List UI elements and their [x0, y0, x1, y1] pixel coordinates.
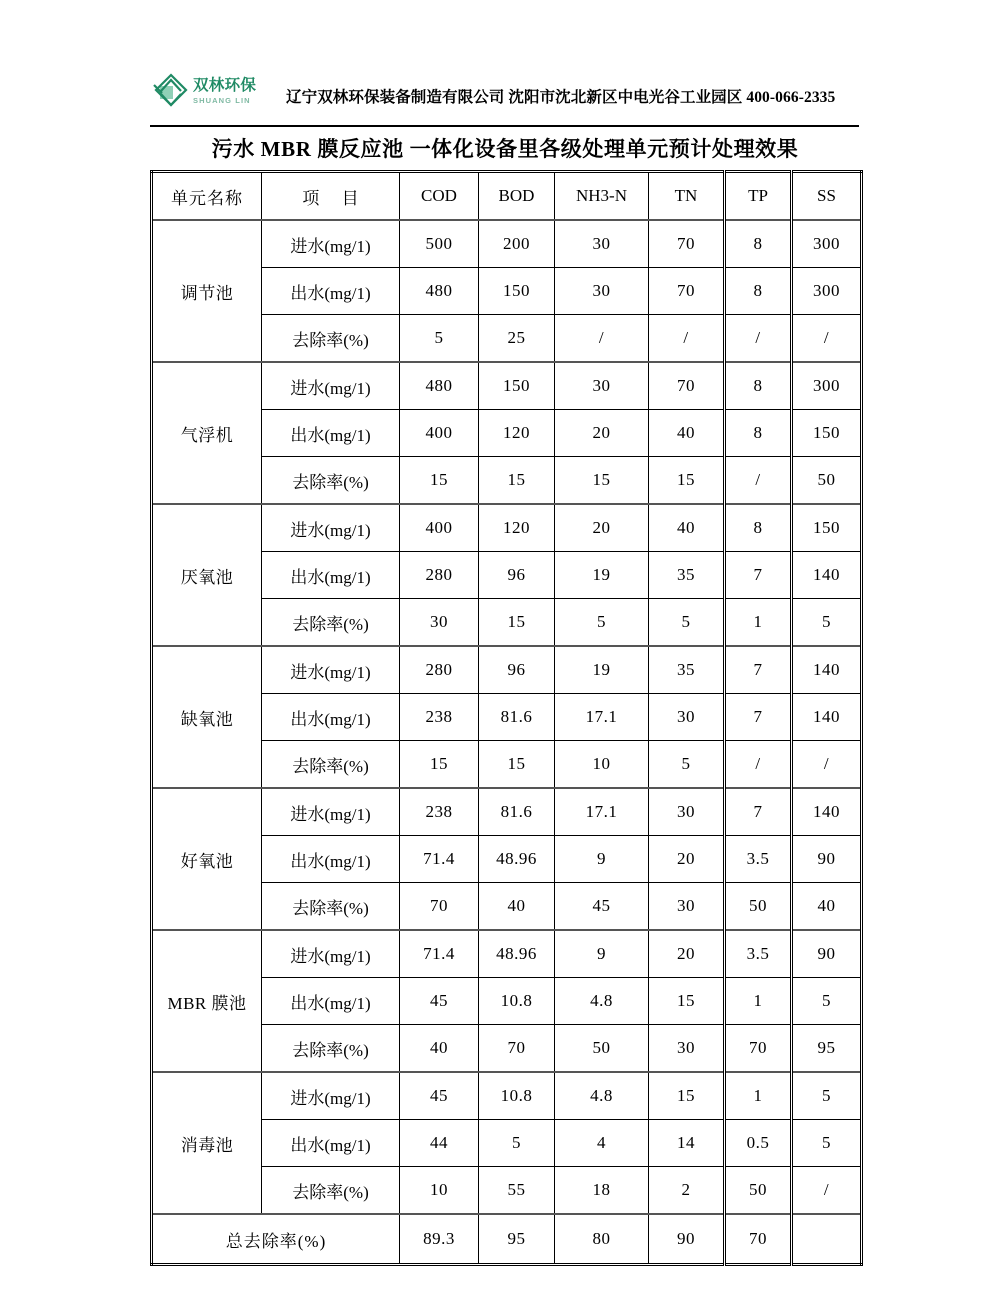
item-label-cell: 去除率(%): [262, 315, 400, 363]
total-value-cell: 70: [725, 1214, 792, 1265]
value-cell: 50: [725, 883, 792, 931]
value-cell: 140: [792, 694, 862, 741]
value-cell: 20: [555, 504, 649, 552]
value-cell: 15: [555, 457, 649, 505]
table-header-row: [152, 172, 862, 221]
value-cell: 81.6: [479, 788, 555, 836]
item-label-cell: 出水(mg/1): [262, 410, 400, 457]
value-cell: 2: [649, 1167, 725, 1215]
header-ss: SS: [792, 172, 862, 221]
total-value-cell: 90: [649, 1214, 725, 1265]
effect-table-container: [150, 170, 860, 1266]
value-cell: 30: [649, 883, 725, 931]
value-cell: 8: [725, 220, 792, 268]
value-cell: 15: [400, 741, 479, 789]
item-label-cell: 进水(mg/1): [262, 504, 400, 552]
value-cell: 35: [649, 646, 725, 694]
value-cell: 40: [649, 410, 725, 457]
value-cell: 50: [555, 1025, 649, 1073]
value-cell: /: [792, 315, 862, 363]
value-cell: 14: [649, 1120, 725, 1167]
value-cell: 7: [725, 552, 792, 599]
value-cell: 5: [792, 599, 862, 647]
value-cell: 30: [649, 1025, 725, 1073]
header-cod: COD: [400, 172, 479, 221]
value-cell: 5: [555, 599, 649, 647]
value-cell: 120: [479, 410, 555, 457]
value-cell: 70: [725, 1025, 792, 1073]
value-cell: 300: [792, 268, 862, 315]
value-cell: 45: [400, 1072, 479, 1120]
item-label-cell: 出水(mg/1): [262, 978, 400, 1025]
unit-name-cell: 厌氧池: [152, 504, 262, 646]
value-cell: 30: [649, 694, 725, 741]
unit-name-cell: MBR 膜池: [152, 930, 262, 1072]
value-cell: 8: [725, 362, 792, 410]
value-cell: 30: [555, 220, 649, 268]
document-title: 污水 MBR 膜反应池 一体化设备里各级处理单元预计处理效果: [211, 137, 799, 161]
table-row: [152, 930, 862, 978]
item-label-cell: 去除率(%): [262, 883, 400, 931]
value-cell: 7: [725, 788, 792, 836]
item-label-cell: 出水(mg/1): [262, 552, 400, 599]
item-label-cell: 进水(mg/1): [262, 1072, 400, 1120]
value-cell: 15: [649, 978, 725, 1025]
item-label-cell: 去除率(%): [262, 1167, 400, 1215]
value-cell: 40: [400, 1025, 479, 1073]
value-cell: 1: [725, 1072, 792, 1120]
value-cell: 19: [555, 552, 649, 599]
value-cell: 400: [400, 410, 479, 457]
value-cell: 30: [555, 362, 649, 410]
letterhead: [150, 62, 860, 120]
value-cell: 48.96: [479, 836, 555, 883]
value-cell: 150: [792, 504, 862, 552]
item-label-cell: 进水(mg/1): [262, 220, 400, 268]
logo-name-en: SHUANG LIN: [193, 95, 251, 105]
value-cell: 70: [649, 268, 725, 315]
value-cell: 71.4: [400, 930, 479, 978]
value-cell: 1: [725, 599, 792, 647]
table-body: [152, 220, 862, 1265]
value-cell: 15: [479, 599, 555, 647]
total-value-cell: 95: [479, 1214, 555, 1265]
value-cell: /: [725, 457, 792, 505]
header-unit-name: 单元名称: [152, 172, 262, 221]
value-cell: 10.8: [479, 1072, 555, 1120]
value-cell: 96: [479, 552, 555, 599]
value-cell: 5: [792, 978, 862, 1025]
value-cell: 55: [479, 1167, 555, 1215]
value-cell: 17.1: [555, 788, 649, 836]
value-cell: 20: [649, 930, 725, 978]
value-cell: 70: [400, 883, 479, 931]
value-cell: 3.5: [725, 930, 792, 978]
value-cell: 5: [792, 1072, 862, 1120]
value-cell: 4.8: [555, 978, 649, 1025]
value-cell: 20: [555, 410, 649, 457]
value-cell: 140: [792, 552, 862, 599]
value-cell: 480: [400, 268, 479, 315]
item-label-cell: 进水(mg/1): [262, 930, 400, 978]
unit-name-cell: 缺氧池: [152, 646, 262, 788]
value-cell: 8: [725, 268, 792, 315]
value-cell: 15: [400, 457, 479, 505]
value-cell: /: [792, 741, 862, 789]
value-cell: 10: [555, 741, 649, 789]
value-cell: 15: [479, 457, 555, 505]
unit-name-cell: 好氧池: [152, 788, 262, 930]
value-cell: 90: [792, 836, 862, 883]
total-value-cell: 89.3: [400, 1214, 479, 1265]
total-value-cell: 80: [555, 1214, 649, 1265]
value-cell: 30: [649, 788, 725, 836]
value-cell: 7: [725, 694, 792, 741]
total-value-cell: [792, 1214, 862, 1265]
unit-name-cell: 消毒池: [152, 1072, 262, 1214]
value-cell: /: [555, 315, 649, 363]
value-cell: 20: [649, 836, 725, 883]
item-label-cell: 去除率(%): [262, 741, 400, 789]
header-bod: BOD: [479, 172, 555, 221]
value-cell: 35: [649, 552, 725, 599]
value-cell: 300: [792, 220, 862, 268]
value-cell: 18: [555, 1167, 649, 1215]
value-cell: 50: [725, 1167, 792, 1215]
total-removal-label: 总去除率(%): [152, 1214, 400, 1265]
company-logo: [150, 65, 268, 117]
diamond-leaf-logo-icon: [150, 69, 192, 113]
value-cell: 0.5: [725, 1120, 792, 1167]
value-cell: 45: [555, 883, 649, 931]
value-cell: 90: [792, 930, 862, 978]
item-label-cell: 出水(mg/1): [262, 836, 400, 883]
value-cell: 150: [479, 362, 555, 410]
value-cell: 120: [479, 504, 555, 552]
item-label-cell: 出水(mg/1): [262, 268, 400, 315]
item-label-cell: 出水(mg/1): [262, 1120, 400, 1167]
value-cell: 10.8: [479, 978, 555, 1025]
value-cell: 140: [792, 646, 862, 694]
item-label-cell: 去除率(%): [262, 457, 400, 505]
logo-wordmark: [193, 78, 256, 104]
table-row: [152, 220, 862, 268]
company-info-line: 辽宁双林环保装备制造有限公司 沈阳市沈北新区中电光谷工业园区 400-066-2335: [286, 89, 836, 106]
value-cell: 480: [400, 362, 479, 410]
value-cell: 8: [725, 504, 792, 552]
value-cell: 70: [649, 362, 725, 410]
table-row: [152, 788, 862, 836]
value-cell: 71.4: [400, 836, 479, 883]
value-cell: 95: [792, 1025, 862, 1073]
value-cell: 400: [400, 504, 479, 552]
value-cell: 30: [555, 268, 649, 315]
value-cell: 8: [725, 410, 792, 457]
value-cell: /: [725, 741, 792, 789]
value-cell: 280: [400, 552, 479, 599]
value-cell: 4: [555, 1120, 649, 1167]
value-cell: 4.8: [555, 1072, 649, 1120]
header-nh3n: NH3-N: [555, 172, 649, 221]
value-cell: 48.96: [479, 930, 555, 978]
value-cell: 300: [792, 362, 862, 410]
value-cell: 5: [649, 599, 725, 647]
value-cell: 7: [725, 646, 792, 694]
value-cell: 150: [479, 268, 555, 315]
value-cell: 17.1: [555, 694, 649, 741]
value-cell: 9: [555, 836, 649, 883]
table-row: [152, 646, 862, 694]
value-cell: 5: [792, 1120, 862, 1167]
treatment-effect-table: [150, 170, 863, 1266]
value-cell: /: [725, 315, 792, 363]
value-cell: 25: [479, 315, 555, 363]
value-cell: 15: [479, 741, 555, 789]
value-cell: 70: [649, 220, 725, 268]
value-cell: 150: [792, 410, 862, 457]
header-divider: [150, 125, 859, 127]
value-cell: 500: [400, 220, 479, 268]
value-cell: 96: [479, 646, 555, 694]
value-cell: 19: [555, 646, 649, 694]
unit-name-cell: 调节池: [152, 220, 262, 362]
header-tp: TP: [725, 172, 792, 221]
value-cell: 9: [555, 930, 649, 978]
value-cell: 5: [400, 315, 479, 363]
item-label-cell: 去除率(%): [262, 1025, 400, 1073]
item-label-cell: 进水(mg/1): [262, 362, 400, 410]
value-cell: 81.6: [479, 694, 555, 741]
value-cell: 140: [792, 788, 862, 836]
header-tn: TN: [649, 172, 725, 221]
value-cell: 70: [479, 1025, 555, 1073]
value-cell: 50: [792, 457, 862, 505]
logo-name-cn: 双林环保: [193, 77, 257, 94]
value-cell: 15: [649, 457, 725, 505]
item-label-cell: 出水(mg/1): [262, 694, 400, 741]
value-cell: 3.5: [725, 836, 792, 883]
table-row: [152, 1072, 862, 1120]
value-cell: /: [792, 1167, 862, 1215]
value-cell: 238: [400, 788, 479, 836]
value-cell: /: [649, 315, 725, 363]
value-cell: 30: [400, 599, 479, 647]
unit-name-cell: 气浮机: [152, 362, 262, 504]
value-cell: 200: [479, 220, 555, 268]
header-item: 项 目: [262, 172, 400, 221]
value-cell: 15: [649, 1072, 725, 1120]
value-cell: 44: [400, 1120, 479, 1167]
table-row: [152, 504, 862, 552]
total-removal-row: [152, 1214, 862, 1265]
value-cell: 40: [479, 883, 555, 931]
value-cell: 1: [725, 978, 792, 1025]
value-cell: 5: [479, 1120, 555, 1167]
value-cell: 40: [649, 504, 725, 552]
value-cell: 280: [400, 646, 479, 694]
item-label-cell: 去除率(%): [262, 599, 400, 647]
table-row: [152, 362, 862, 410]
item-label-cell: 进水(mg/1): [262, 788, 400, 836]
value-cell: 5: [649, 741, 725, 789]
value-cell: 40: [792, 883, 862, 931]
value-cell: 238: [400, 694, 479, 741]
item-label-cell: 进水(mg/1): [262, 646, 400, 694]
value-cell: 45: [400, 978, 479, 1025]
value-cell: 10: [400, 1167, 479, 1215]
